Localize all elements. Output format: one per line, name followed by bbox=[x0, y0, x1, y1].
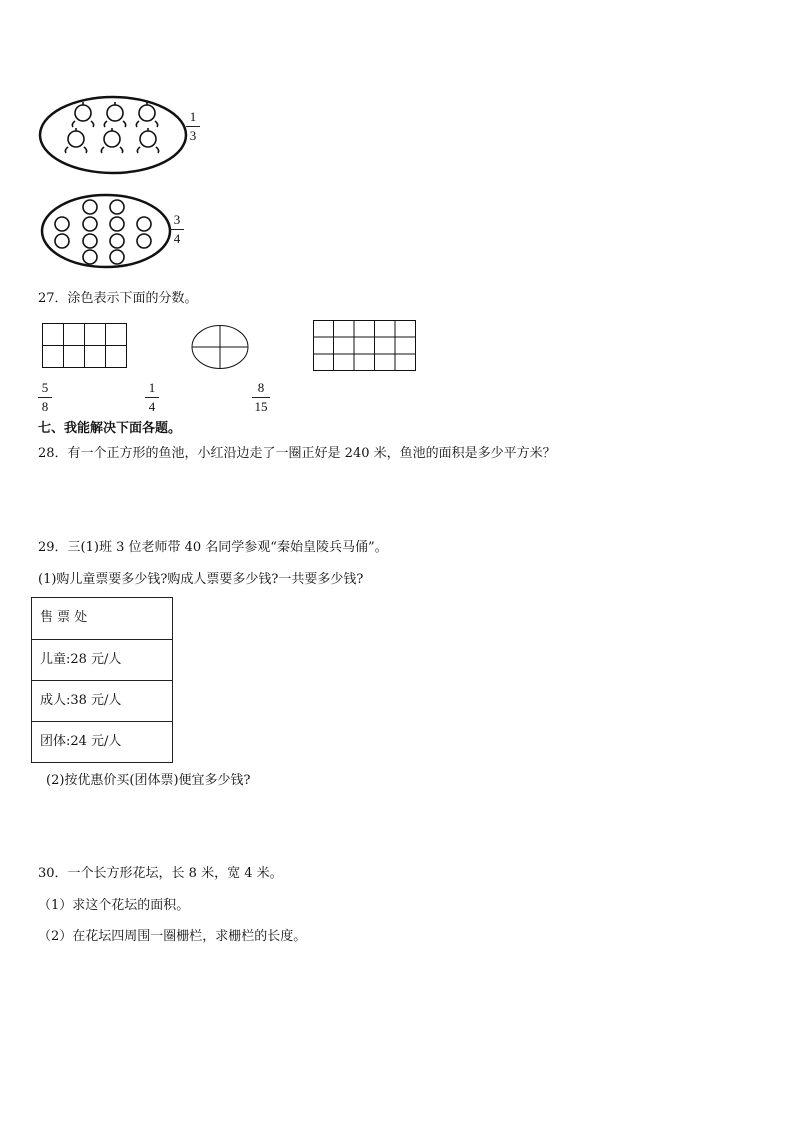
numerator: 1 bbox=[189, 109, 197, 124]
numerator: 5 bbox=[41, 380, 49, 395]
fraction-1-4 bbox=[145, 381, 159, 414]
peach-figure bbox=[38, 95, 188, 175]
denominator: 4 bbox=[173, 231, 181, 246]
numerator: 8 bbox=[257, 380, 265, 395]
question-30-part1: （1）求这个花坛的面积。 bbox=[38, 898, 190, 913]
fraction-8-15 bbox=[252, 381, 270, 414]
question-30: 30．一个长方形花坛，长 8 米，宽 4 米。 bbox=[38, 866, 283, 881]
fraction-5-8 bbox=[38, 381, 52, 414]
question-29-part2: (2)按优惠价买(团体票)便宜多少钱? bbox=[46, 773, 251, 788]
question-28: 28．有一个正方形的鱼池，小红沿边走了一圈正好是 240 米，鱼池的面积是多少平方米？ bbox=[38, 446, 556, 461]
question-29-part1: (1)购儿童票要多少钱?购成人票要多少钱?一共要多少钱? bbox=[38, 572, 364, 587]
question-30-part2: （2）在花坛四周围一圈栅栏，求栅栏的长度。 bbox=[38, 929, 307, 944]
ticket-price-adult: 成人:38 元/人 bbox=[32, 680, 172, 721]
ticket-office-table bbox=[31, 597, 173, 763]
question-29: 29．三(1)班 3 位老师带 40 名同学参观“秦始皇陵兵马俑”。 bbox=[38, 540, 388, 555]
section-heading: 七、我能解决下面各题。 bbox=[38, 421, 182, 436]
apple-figure bbox=[40, 192, 172, 270]
denominator: 3 bbox=[189, 128, 197, 143]
circle-quarters[interactable] bbox=[190, 324, 250, 370]
grid-2x4[interactable] bbox=[42, 323, 128, 369]
numerator: 1 bbox=[148, 380, 156, 395]
numerator: 3 bbox=[173, 212, 181, 227]
question-27: 27．涂色表示下面的分数。 bbox=[38, 291, 198, 306]
ticket-title: 售 票 处 bbox=[40, 610, 88, 625]
ticket-price-child: 儿童:28 元/人 bbox=[32, 639, 172, 680]
grid-3x5[interactable] bbox=[313, 320, 417, 372]
peach-fraction bbox=[186, 110, 200, 143]
denominator: 8 bbox=[41, 399, 49, 414]
denominator: 4 bbox=[148, 399, 156, 414]
ticket-price-group: 团体:24 元/人 bbox=[32, 721, 172, 762]
apple-fraction bbox=[170, 213, 184, 246]
denominator: 15 bbox=[254, 399, 268, 414]
